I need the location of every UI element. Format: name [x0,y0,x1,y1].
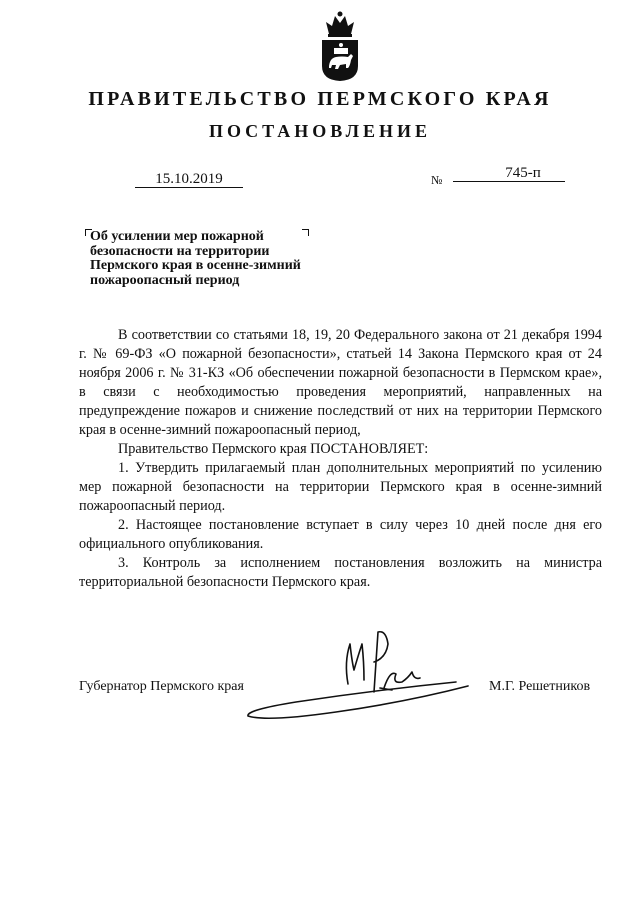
document-number: 745-п [453,165,565,182]
government-title: ПРАВИТЕЛЬСТВО ПЕРМСКОГО КРАЯ [88,88,552,110]
paragraph-preamble: В соответствии со статьями 18, 19, 20 Федерального закона от 21 декабря 1994 г. № 69-ФЗ «О пожарной безопасности», статьей 14 Закона Пермского края от 24 ноября 2006 г. № 31-КЗ «Об обеспечении пожарной безопасности в Пермском крае», в связи с необходимостью проведения мероприятий, направленных на предупреждение пожаров и снижение последствий от них на территории Пермского края в осенне-зимний пожароопасный период, [79,327,602,438]
handwritten-signature [236,622,476,732]
document-type: ПОСТАНОВЛЕНИЕ [208,121,432,141]
number-label: № [431,173,443,187]
subject-line: пожароопасный период [90,272,240,288]
signatory-title: Губернатор Пермского края [79,679,244,694]
subject-line: безопасности на территории [90,243,270,259]
paragraph-resolves: Правительство Пермского края ПОСТАНОВЛЯЕТ: [118,441,429,457]
document-date: 15.10.2019 [135,171,243,188]
subject-line: Пермского края в осенне-зимний [90,258,301,274]
subject-line: Об усилении мер пожарной [90,229,264,244]
paragraph-item-2: 2. Настоящее постановление вступает в силу через 10 дней после дня его официального опубликования. [79,517,602,552]
coat-of-arms-icon [318,10,362,82]
document-body [79,326,602,592]
paragraph-item-1: 1. Утвердить прилагаемый план дополнительных мероприятий по усилению мер пожарной безопасности на территории Пермского края в осенне-зимний пожароопасный период. [79,460,602,514]
document-subject [90,230,330,288]
paragraph-item-3: 3. Контроль за исполнением постановления возложить на министра территориальной безопасности Пермского края. [79,555,602,590]
signatory-name: М.Г. Решетников [489,679,591,694]
